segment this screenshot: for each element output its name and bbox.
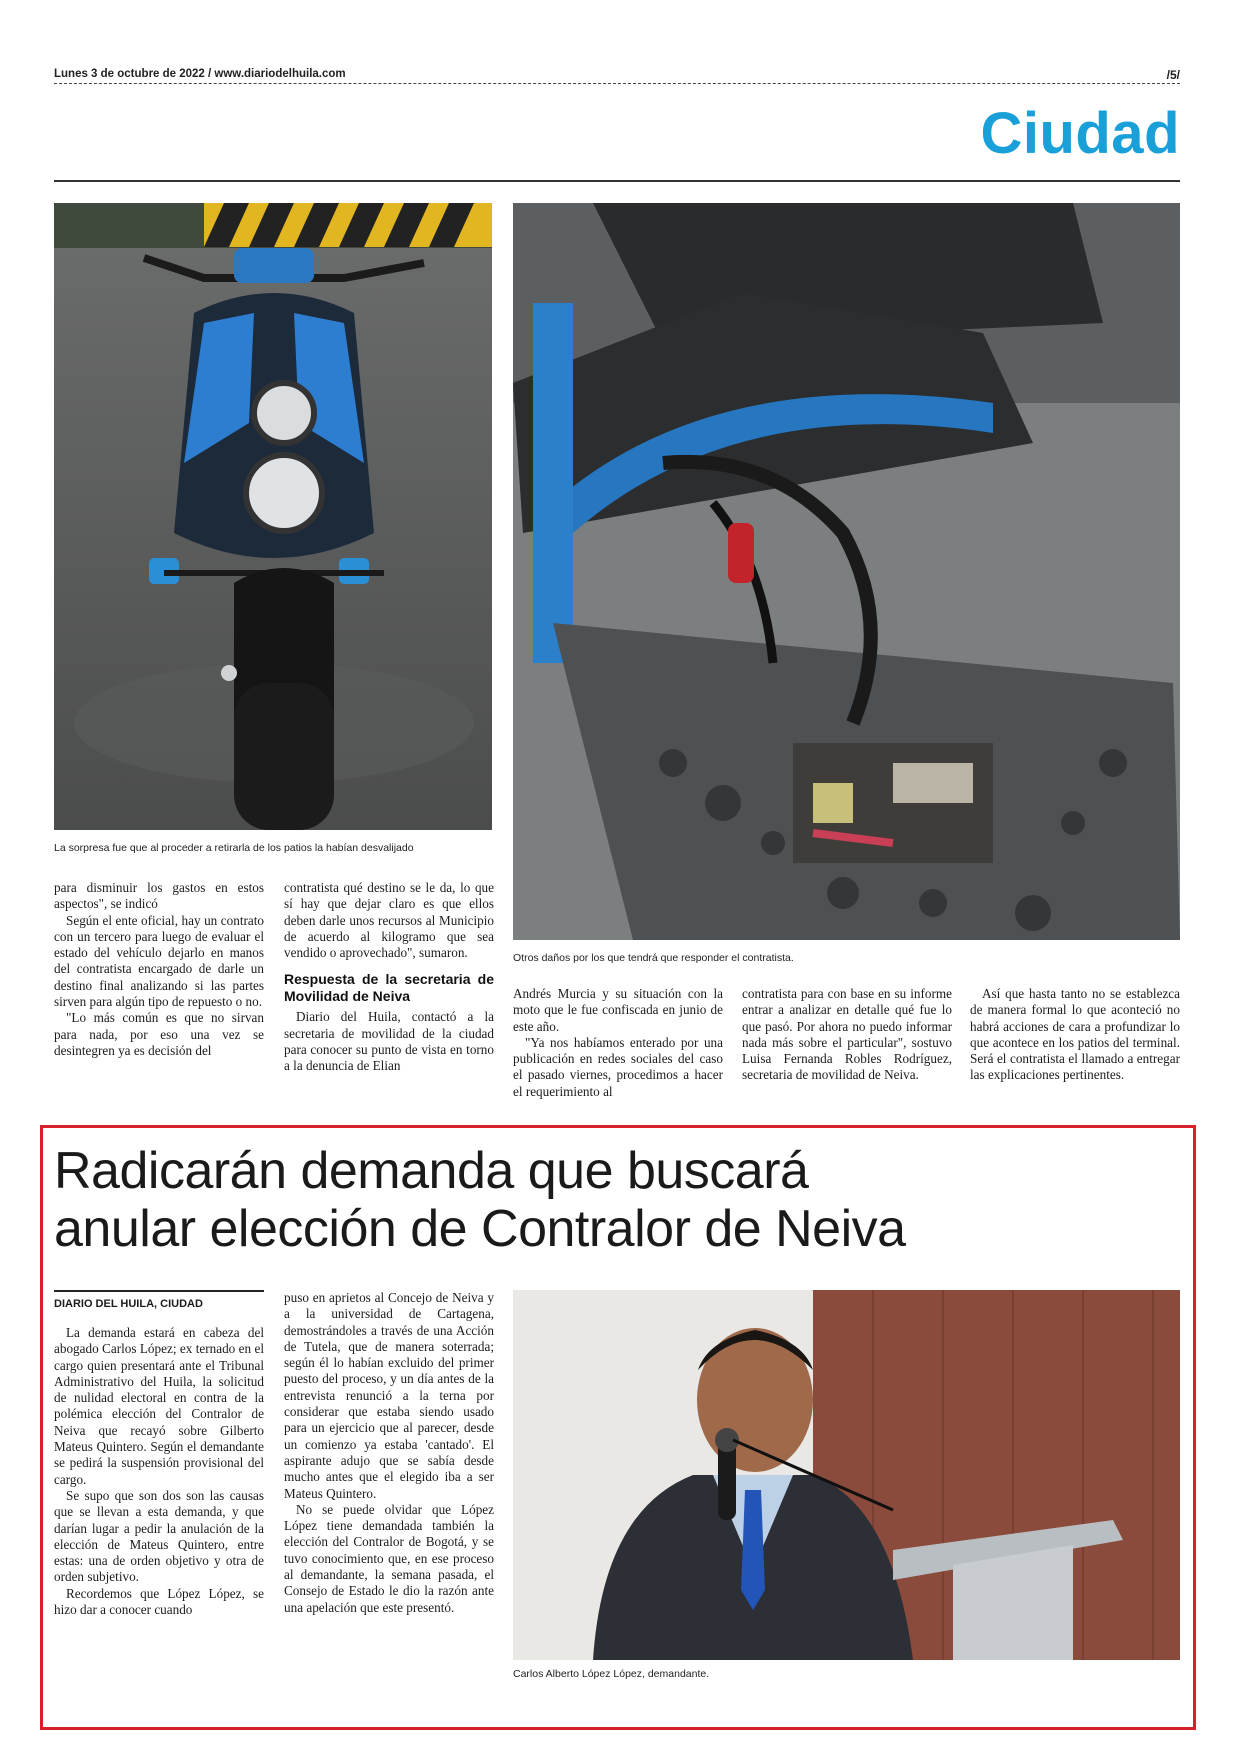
story1-column-2: [284, 880, 494, 1075]
story1-column-1: [54, 880, 264, 1059]
section-divider: [54, 180, 1180, 182]
story2-column-2: [284, 1290, 494, 1616]
story1-column-4: [742, 986, 952, 1084]
byline: DIARIO DEL HUILA, CIUDAD: [54, 1290, 264, 1310]
scooter-front-photo: [54, 203, 492, 830]
headline-line-1: Radicarán demanda que buscará: [54, 1142, 809, 1200]
photo-caption-left: La sorpresa fue que al proceder a retirarla de los patios la habían desvalijado: [54, 842, 414, 854]
story2-paragraph: Se supo que son dos son las causas que se llevan a esta demanda, y que darían lugar a pedir la anulación de la elección de Mateus Quintero, entre estas: una de orden objetivo y otra de orden subjetivo.: [54, 1487, 264, 1585]
headline-line-2: anular elección de Contralor de Neiva: [54, 1200, 906, 1258]
section-title: Ciudad: [980, 101, 1180, 166]
dateline: Lunes 3 de octubre de 2022 / www.diariodelhuila.com: [54, 68, 346, 80]
stripped-scooter-photo: [513, 203, 1180, 940]
story1-paragraph: "Ya nos habíamos enterado por una publicación en redes sociales del caso el pasado viernes, procedimos a hacer el requerimiento al: [513, 1034, 723, 1099]
portrait-caption: Carlos Alberto López López, demandante.: [513, 1668, 710, 1680]
story1-column-3: [513, 986, 723, 1100]
story1-paragraph: contratista para con base en su informe entrar a analizar en detalle qué fue lo que pasó. Por ahora no puedo informar nada más sobre el particular", sostuvo Luisa Fernanda Robles Rodríguez, secretaria de movilidad de Neiva.: [742, 986, 952, 1083]
header-divider: [54, 83, 1180, 84]
story2-paragraph: La demanda estará en cabeza del abogado Carlos López; ex ternado en el cargo quien presentará ante el Tribunal Administrativo del Huila, la solicitud de nulidad electoral en contra de la polémica elección del Contralor de Neiva que recayó sobre Gilberto Mateus Quintero. Según el demandante se pedirá la suspensión provisional del cargo.: [54, 1325, 264, 1487]
story2-paragraph: No se puede olvidar que López López tiene demandada también la elección del Contralor de Bogotá, y se tuvo conocimiento que, en ese proceso al demandante, la semana pasada, el Consejo de Estado le dio la razón ante una apelación que este presentó.: [284, 1501, 494, 1615]
story1-paragraph: Diario del Huila, contactó a la secretaria de movilidad de la ciudad para conocer su punto de vista en torno a la denuncia de Elian: [284, 1009, 494, 1074]
story2-paragraph: puso en aprietos al Concejo de Neiva y a la universidad de Cartagena, demostrándoles a través de una Acción de Tutela, que de manera soterrada; según él lo habían excluido del primer puesto del proceso, y un día antes de la entrevista renunció a la terna por considerar que estaba siendo usado para un ejercicio que al parecer, desde un comienzo ya estaba 'cantado'. El aspirante adujo que se sabía desde mucho antes que el elegido iba a ser Mateus Quintero.: [284, 1290, 494, 1501]
story2-column-1: [54, 1325, 264, 1618]
story1-paragraph: Según el ente oficial, hay un contrato con un tercero para luego de evaluar el estado del vehículo dejarlo en manos del contratista encargado de darle un destino final analizando si las partes sirven para algún tipo de repuesto o no.: [54, 912, 264, 1010]
story1-paragraph: "Lo más común es que no sirvan para nada, por eso una vez se desintegren ya es decisión del: [54, 1010, 264, 1058]
story1-paragraph: contratista qué destino se le da, lo que sí hay que dejar claro es que ellos deben darle unos recursos al Municipio de acuerdo al kilogramo que sea vendido o aprovechado", sumaron.: [284, 880, 494, 961]
speaker-portrait-photo: [513, 1290, 1180, 1660]
story1-paragraph: Así que hasta tanto no se establezca de manera formal lo que aconteció no habrá acciones de cara a profundizar lo que acontece en los patios del terminal. Será el contratista el llamado a entregar las explicaciones pertinentes.: [970, 986, 1180, 1083]
page-number: /5/: [1166, 68, 1180, 82]
story1-column-5: [970, 986, 1180, 1084]
story1-paragraph: Andrés Murcia y su situación con la moto que le fue confiscada en junio de este año.: [513, 986, 723, 1034]
photo-caption-right: Otros daños por los que tendrá que responder el contratista.: [513, 952, 794, 964]
article-headline: [54, 1142, 1184, 1258]
story1-subheading: Respuesta de la secretaria de Movilidad de Neiva: [284, 971, 494, 1005]
story1-paragraph: para disminuir los gastos en estos aspectos", se indicó: [54, 880, 264, 912]
story2-paragraph: Recordemos que López López, se hizo dar a conocer cuando: [54, 1585, 264, 1618]
